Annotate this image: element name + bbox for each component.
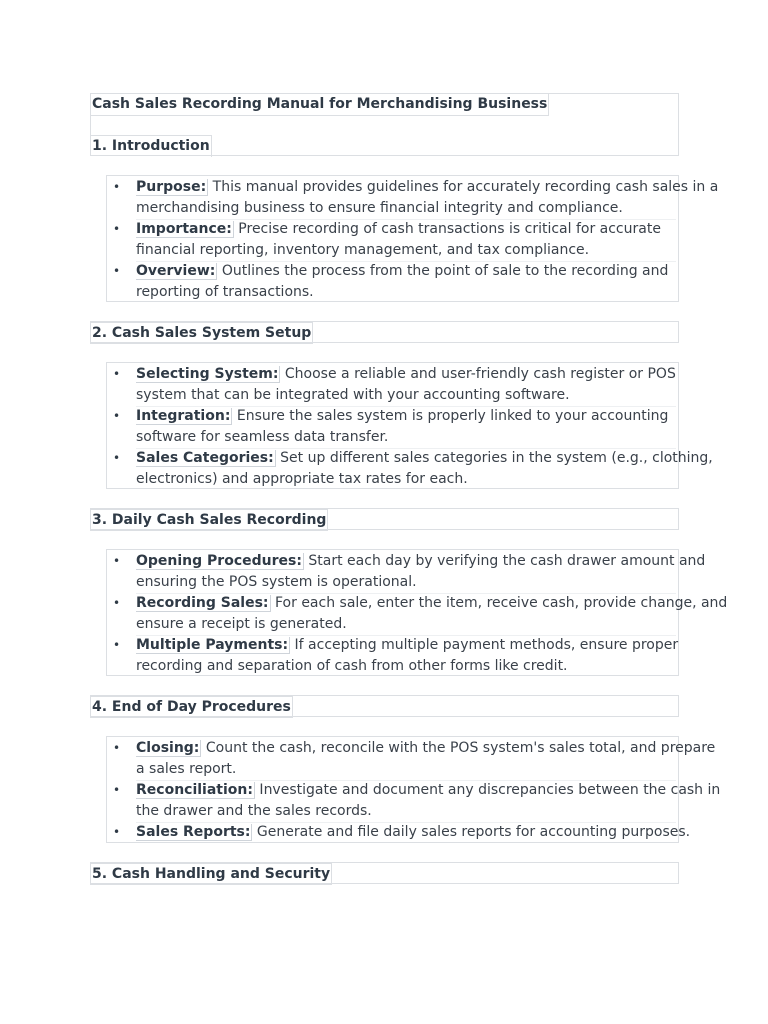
item-text-continued: the drawer and the sales records. bbox=[136, 801, 676, 823]
section-list-end-of-day bbox=[106, 736, 721, 843]
item-text-continued: a sales report. bbox=[136, 759, 676, 781]
section-heading-box bbox=[90, 695, 679, 717]
item-text-continued: ensure a receipt is generated. bbox=[136, 614, 676, 636]
item-text: Ensure the sales system is properly linked to your accounting bbox=[232, 408, 669, 424]
bullet-icon: • bbox=[113, 180, 121, 194]
item-text: Start each day by verifying the cash drawer amount and bbox=[303, 553, 706, 569]
section-list-system-setup bbox=[106, 362, 713, 489]
section-heading-cash-handling: 5. Cash Handling and Security bbox=[90, 863, 332, 885]
section-list-daily-recording bbox=[106, 549, 728, 676]
bullet-icon: • bbox=[113, 451, 121, 465]
item-text: Generate and file daily sales reports for accounting purposes. bbox=[252, 824, 691, 840]
item-label: Recording Sales: bbox=[136, 595, 269, 611]
bullet-icon: • bbox=[113, 596, 121, 610]
item-text: For each sale, enter the item, receive cash, provide change, and bbox=[270, 595, 728, 611]
bullet-icon: • bbox=[113, 409, 121, 423]
item-label: Sales Reports: bbox=[136, 824, 251, 840]
item-text: Choose a reliable and user-friendly cash register or POS bbox=[280, 366, 676, 382]
item-text: This manual provides guidelines for accurately recording cash sales in a bbox=[208, 179, 719, 195]
bullet-icon: • bbox=[113, 638, 121, 652]
item-text-continued: ensuring the POS system is operational. bbox=[136, 572, 676, 594]
bullet-icon: • bbox=[113, 741, 121, 755]
item-label: Importance: bbox=[136, 221, 232, 237]
bullet-icon: • bbox=[113, 222, 121, 236]
item-text-continued: financial reporting, inventory management, and tax compliance. bbox=[136, 240, 676, 262]
item-label: Reconciliation: bbox=[136, 782, 253, 798]
section-heading-box bbox=[90, 862, 679, 884]
section-heading-daily-recording: 3. Daily Cash Sales Recording bbox=[90, 509, 328, 531]
item-text-continued: software for seamless data transfer. bbox=[136, 427, 676, 449]
item-label: Overview: bbox=[136, 263, 216, 279]
item-label: Selecting System: bbox=[136, 366, 279, 382]
section-heading-box bbox=[90, 508, 679, 530]
item-text: Set up different sales categories in the system (e.g., clothing, bbox=[275, 450, 713, 466]
item-label: Opening Procedures: bbox=[136, 553, 302, 569]
item-text: Investigate and document any discrepancies between the cash in bbox=[254, 782, 721, 798]
bullet-icon: • bbox=[113, 554, 121, 568]
section-heading-end-of-day: 4. End of Day Procedures bbox=[90, 696, 293, 718]
item-text: Count the cash, reconcile with the POS system's sales total, and prepare bbox=[201, 740, 716, 756]
item-text-continued: electronics) and appropriate tax rates for each. bbox=[136, 471, 468, 487]
item-text-continued: system that can be integrated with your accounting software. bbox=[136, 385, 676, 407]
section-heading-introduction: 1. Introduction bbox=[91, 135, 212, 157]
bullet-icon: • bbox=[113, 367, 121, 381]
item-text: If accepting multiple payment methods, ensure proper bbox=[290, 637, 679, 653]
section-heading-system-setup: 2. Cash Sales System Setup bbox=[90, 322, 313, 344]
section-heading-box bbox=[90, 321, 679, 343]
item-text: Precise recording of cash transactions is critical for accurate bbox=[233, 221, 661, 237]
item-text: Outlines the process from the point of sale to the recording and bbox=[217, 263, 669, 279]
item-label: Integration: bbox=[136, 408, 231, 424]
bullet-icon: • bbox=[113, 825, 121, 839]
item-label: Sales Categories: bbox=[136, 450, 274, 466]
title-block bbox=[90, 93, 679, 156]
item-text-continued: merchandising business to ensure financial integrity and compliance. bbox=[136, 198, 676, 220]
item-label: Multiple Payments: bbox=[136, 637, 289, 653]
item-text-continued: reporting of transactions. bbox=[136, 284, 314, 300]
document-title: Cash Sales Recording Manual for Merchandising Business bbox=[91, 94, 549, 116]
item-text-continued: recording and separation of cash from other forms like credit. bbox=[136, 658, 568, 674]
item-label: Purpose: bbox=[136, 179, 207, 195]
section-list-introduction bbox=[106, 175, 719, 302]
item-label: Closing: bbox=[136, 740, 200, 756]
bullet-icon: • bbox=[113, 264, 121, 278]
bullet-icon: • bbox=[113, 783, 121, 797]
